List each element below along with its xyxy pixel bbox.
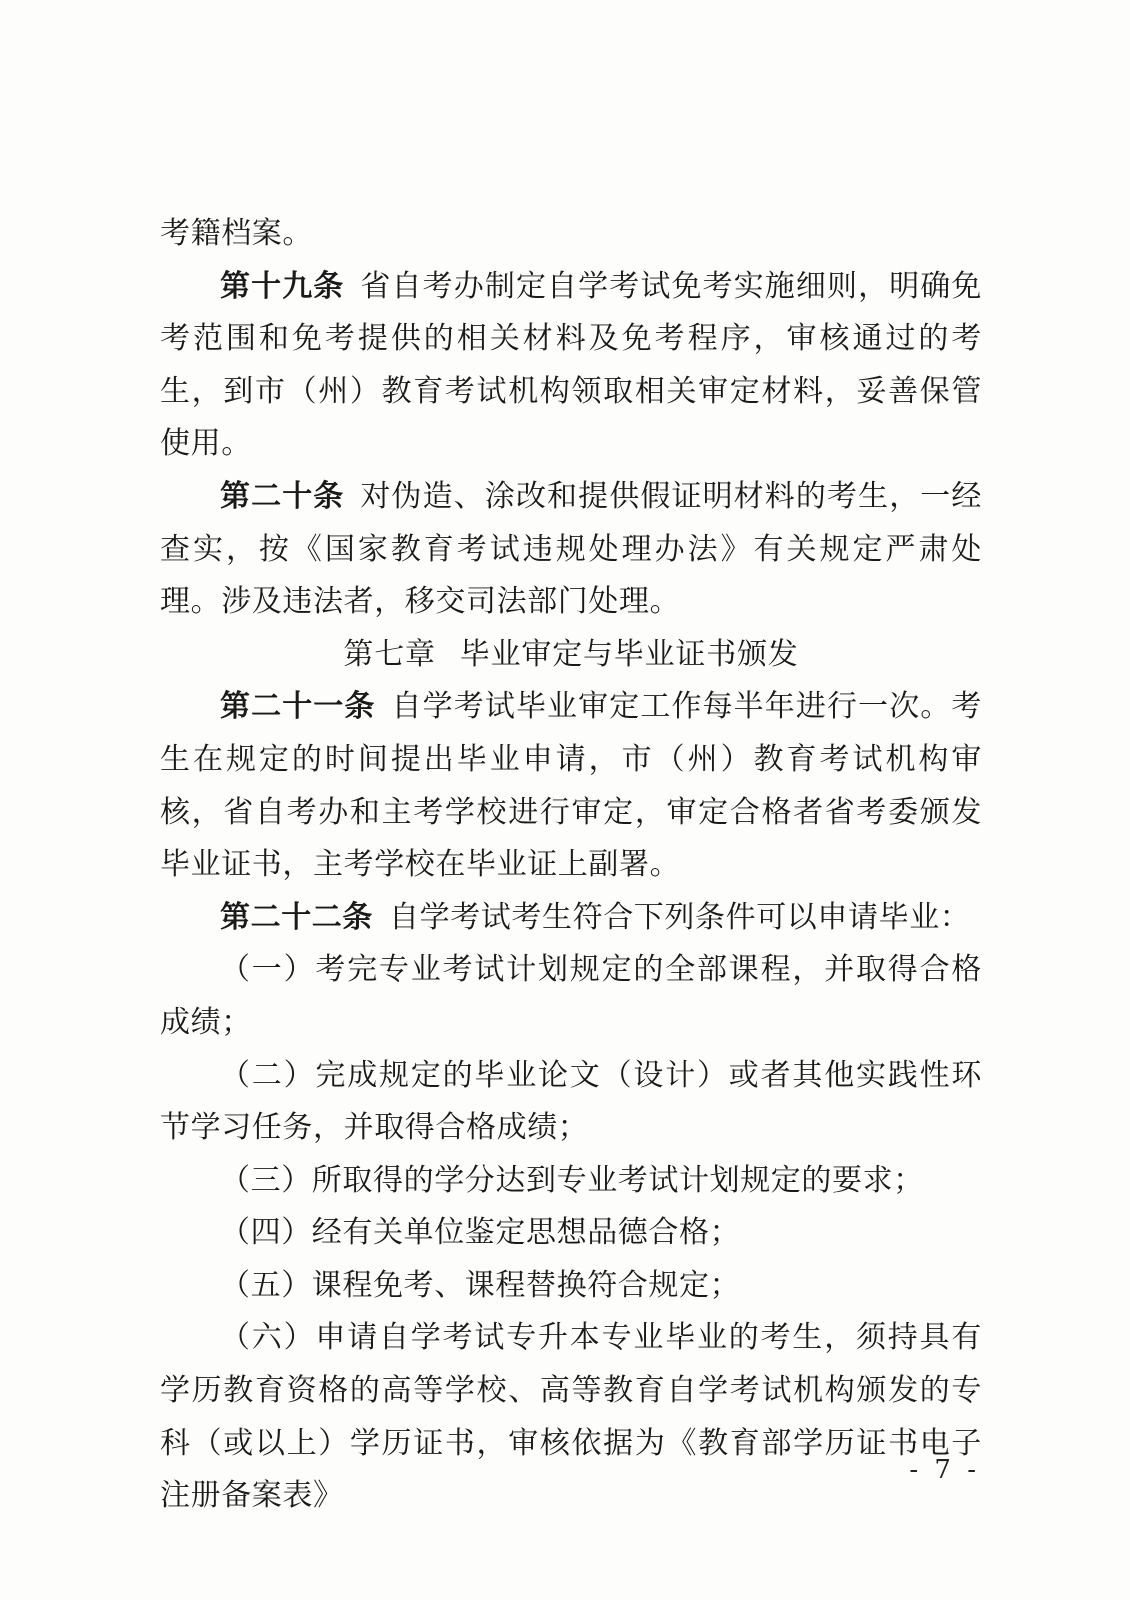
condition-item: （四）经有关单位鉴定思想品德合格； bbox=[220, 1215, 741, 1251]
article-number: 第二十二条 bbox=[220, 899, 373, 935]
article-number: 第十九条 bbox=[220, 268, 345, 304]
paragraph-text: 自学考试毕业审定工作每半年进行一次。考生在规定的时间提出毕业申请，市（州）教育考试机构审核，省自考办和主考学校进行审定，审定合格者省考委颁发毕业证书，主考学校在毕业证上副署。 bbox=[160, 689, 983, 883]
page-number: - 7 - bbox=[909, 1455, 980, 1485]
paragraph-text: 省自考办制定自学考试免考实施细则，明确免考范围和免考提供的相关材料及免考程序，审核通过的考生，到市（州）教育考试机构领取相关审定材料，妥善保管使用。 bbox=[160, 268, 982, 462]
article-21 bbox=[160, 681, 982, 891]
article-number: 第二十一条 bbox=[220, 689, 376, 725]
condition-item: （一）考完专业考试计划规定的全部课程，并取得合格成绩； bbox=[160, 952, 982, 1040]
article-19 bbox=[160, 261, 982, 471]
page-content bbox=[160, 208, 982, 1523]
paragraph-text: 考籍档案。 bbox=[160, 216, 313, 251]
chapter-title: 毕业审定与毕业证书颁发 bbox=[459, 636, 799, 672]
chapter-number: 第七章 bbox=[343, 636, 436, 672]
condition-item: （五）课程免考、课程替换符合规定； bbox=[220, 1267, 741, 1303]
article-number: 第二十条 bbox=[220, 478, 345, 514]
condition-item: （六）申请自学考试专升本专业毕业的考生，须持具有学历教育资格的高等学校、高等教育自学考试机构颁发的专科（或以上）学历证书，审核依据为《教育部学历证书电子注册备案表》 bbox=[160, 1320, 982, 1514]
condition-item: （二）完成规定的毕业论文（设计）或者其他实践性环节学习任务，并取得合格成绩； bbox=[160, 1057, 982, 1146]
paragraph-text: 自学考试考生符合下列条件可以申请毕业： bbox=[389, 899, 971, 935]
paragraph-text: 对伪造、涂改和提供假证明材料的考生，一经查实，按《国家教育考试违规处理办法》有关规定严肃处理。涉及违法者，移交司法部门处理。 bbox=[160, 478, 982, 620]
article-20 bbox=[160, 471, 982, 629]
paragraph-continuation bbox=[160, 208, 982, 261]
article-22 bbox=[160, 892, 982, 945]
chapter-heading bbox=[160, 629, 982, 682]
condition-item: （三）所取得的学分达到专业考试计划规定的要求； bbox=[220, 1162, 924, 1198]
